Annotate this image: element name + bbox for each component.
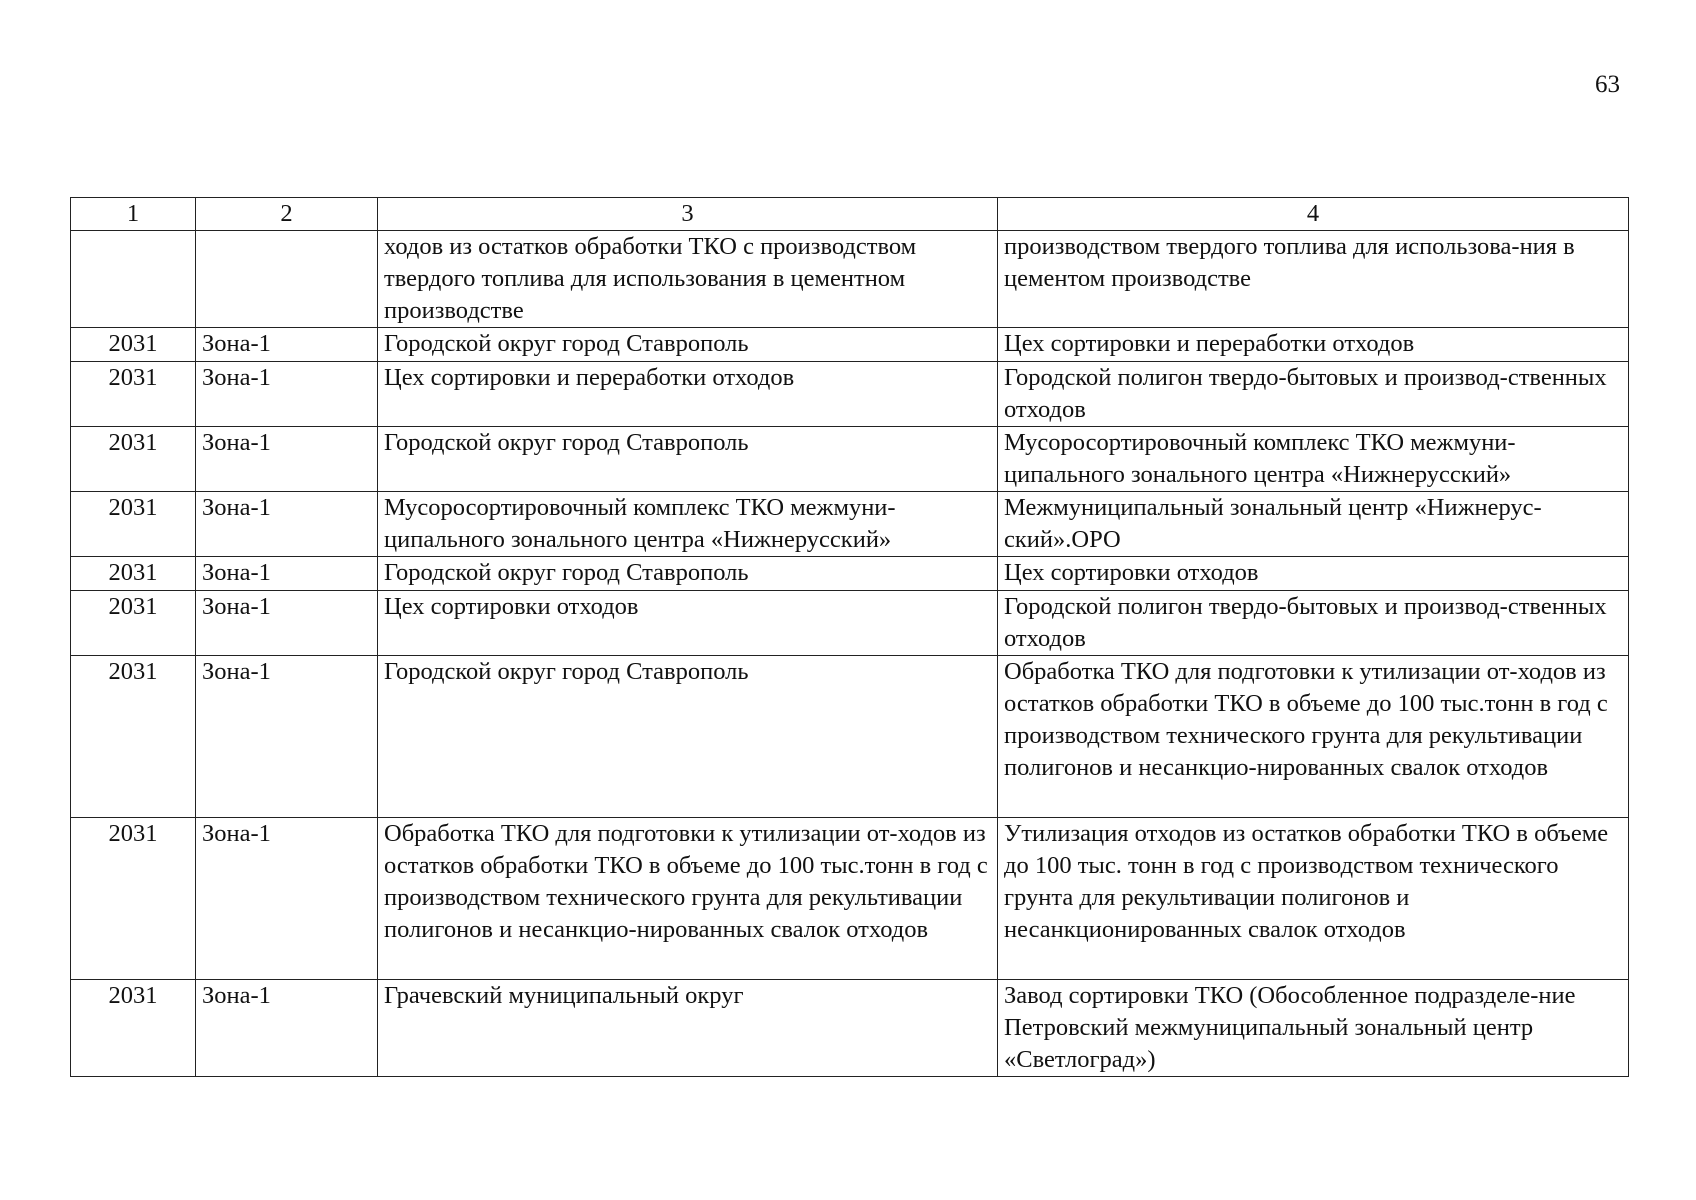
year-cell: 2031 — [71, 980, 196, 1077]
year-cell: 2031 — [71, 362, 196, 427]
destination-cell: Мусоросортировочный комплекс ТКО межмуни-ципального зонального центра «Нижнерусский» — [998, 427, 1629, 492]
zone-cell: Зона-1 — [196, 591, 378, 656]
source-cell: Городской округ город Ставрополь — [378, 328, 998, 362]
header-col-2: 2 — [196, 198, 378, 231]
table-row — [71, 591, 1629, 656]
table-row — [71, 492, 1629, 557]
header-col-3: 3 — [378, 198, 998, 231]
header-col-1: 1 — [71, 198, 196, 231]
destination-cell: Цех сортировки и переработки отходов — [998, 328, 1629, 362]
source-cell: Городской округ город Ставрополь — [378, 427, 998, 492]
year-cell: 2031 — [71, 656, 196, 818]
source-cell: ходов из остатков обработки ТКО с производством твердого топлива для использования в цементном производстве — [378, 231, 998, 328]
source-cell: Городской округ город Ставрополь — [378, 656, 998, 818]
year-cell: 2031 — [71, 427, 196, 492]
zone-cell: Зона-1 — [196, 656, 378, 818]
destination-cell: Городской полигон твердо-бытовых и производ-ственных отходов — [998, 362, 1629, 427]
destination-cell: Обработка ТКО для подготовки к утилизации от-ходов из остатков обработки ТКО в объеме до 100 тыс.тонн в год с производством технического грунта для рекультивации полигонов и несанкцио-нированных свалок отходов — [998, 656, 1629, 818]
table-row — [71, 818, 1629, 980]
zone-cell: Зона-1 — [196, 328, 378, 362]
year-cell: 2031 — [71, 492, 196, 557]
zone-cell: Зона-1 — [196, 492, 378, 557]
table-row — [71, 980, 1629, 1077]
source-cell: Обработка ТКО для подготовки к утилизации от-ходов из остатков обработки ТКО в объеме до 100 тыс.тонн в год с производством технического грунта для рекультивации полигонов и несанкцио-нированных свалок отходов — [378, 818, 998, 980]
year-cell: 2031 — [71, 328, 196, 362]
header-col-4: 4 — [998, 198, 1629, 231]
source-cell: Городской округ город Ставрополь — [378, 557, 998, 591]
table-row — [71, 557, 1629, 591]
source-cell: Цех сортировки и переработки отходов — [378, 362, 998, 427]
source-cell: Грачевский муниципальный округ — [378, 980, 998, 1077]
zone-cell: Зона-1 — [196, 557, 378, 591]
destination-cell: Завод сортировки ТКО (Обособленное подразделе-ние Петровский межмуниципальный зональный центр «Светлоград») — [998, 980, 1629, 1077]
source-cell: Цех сортировки отходов — [378, 591, 998, 656]
year-cell — [71, 231, 196, 328]
destination-cell: Утилизация отходов из остатков обработки ТКО в объеме до 100 тыс. тонн в год с производством технического грунта для рекультивации полигонов и несанкционированных свалок отходов — [998, 818, 1629, 980]
destination-cell: производством твердого топлива для использова-ния в цементом производстве — [998, 231, 1629, 328]
table-row — [71, 656, 1629, 818]
table-row — [71, 362, 1629, 427]
year-cell: 2031 — [71, 591, 196, 656]
table-row — [71, 231, 1629, 328]
destination-cell: Цех сортировки отходов — [998, 557, 1629, 591]
year-cell: 2031 — [71, 818, 196, 980]
table-row — [71, 328, 1629, 362]
zone-cell: Зона-1 — [196, 818, 378, 980]
table-header-row — [71, 198, 1629, 231]
zone-cell: Зона-1 — [196, 427, 378, 492]
page-number: 63 — [1595, 71, 1620, 98]
source-cell: Мусоросортировочный комплекс ТКО межмуни-ципального зонального центра «Нижнерусский» — [378, 492, 998, 557]
zone-cell — [196, 231, 378, 328]
table-row — [71, 427, 1629, 492]
zone-cell: Зона-1 — [196, 980, 378, 1077]
routes-table — [70, 197, 1629, 1077]
destination-cell: Городской полигон твердо-бытовых и производ-ственных отходов — [998, 591, 1629, 656]
year-cell: 2031 — [71, 557, 196, 591]
zone-cell: Зона-1 — [196, 362, 378, 427]
destination-cell: Межмуниципальный зональный центр «Нижнерус-ский».ОРО — [998, 492, 1629, 557]
